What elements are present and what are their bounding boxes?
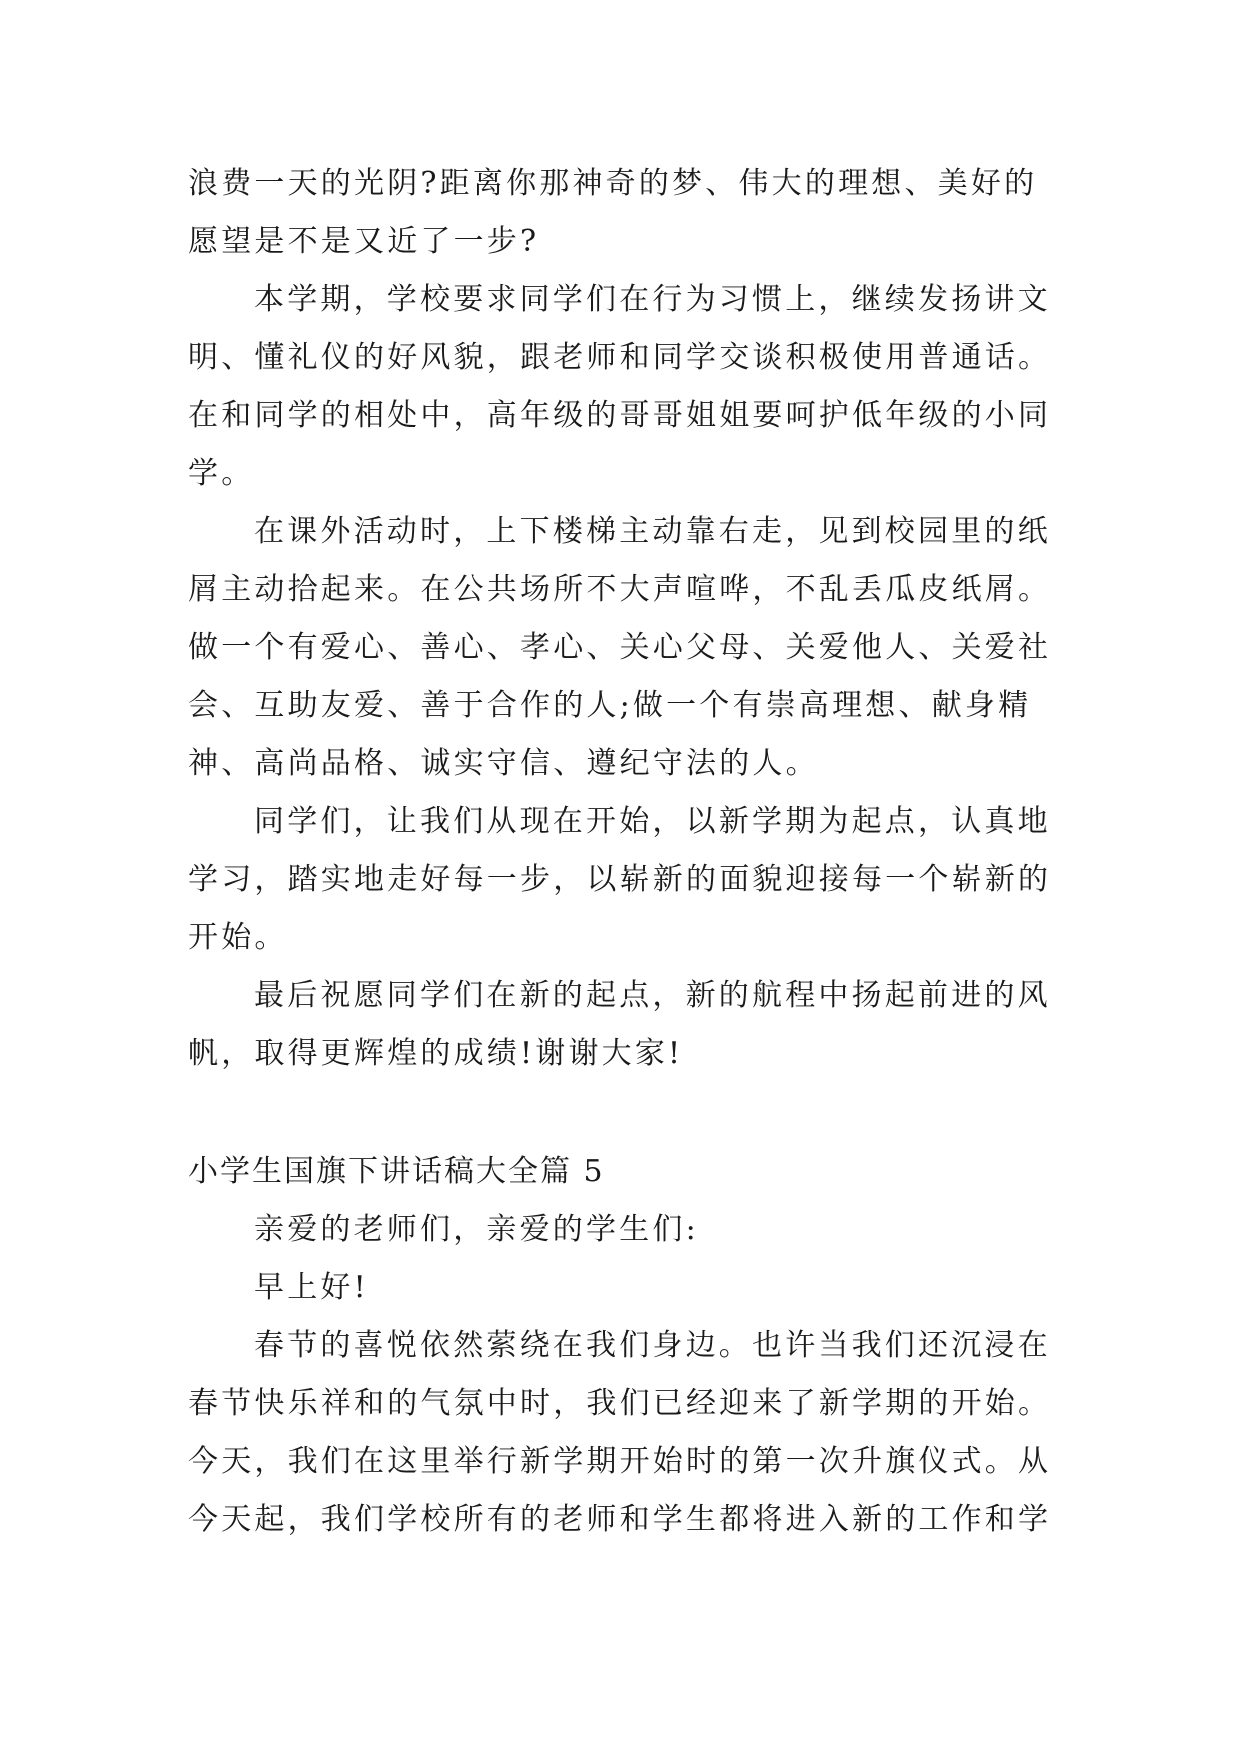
line-text: 同学们，让我们从现在开始，以新学期为起点，认真地 (254, 804, 1051, 839)
line-text: 在课外活动时，上下楼梯主动靠右走，见到校园里的纸 (254, 514, 1051, 549)
paragraph-line (0, 677, 1241, 735)
paragraph-line (0, 619, 1241, 677)
paragraph-line (0, 329, 1241, 387)
line-text: 学。 (188, 456, 255, 491)
line-text: 在和同学的相处中，高年级的哥哥姐姐要呵护低年级的小同 (188, 398, 1052, 433)
paragraph-line (0, 851, 1241, 909)
paragraph-line (0, 271, 1241, 329)
paragraph-line (0, 909, 1241, 967)
line-text: 最后祝愿同学们在新的起点，新的航程中扬起前进的风 (254, 978, 1051, 1013)
line-text: 会、互助友爱、善于合作的人;做一个有崇高理想、献身精 (188, 688, 1032, 723)
paragraph-line (0, 735, 1241, 793)
line-text: 春节快乐祥和的气氛中时，我们已经迎来了新学期的开始。 (188, 1386, 1052, 1421)
line-text: 开始。 (188, 920, 288, 955)
paragraph-line (0, 213, 1241, 271)
paragraph-line (0, 1491, 1241, 1549)
line-text: 帆，取得更辉煌的成绩!谢谢大家! (188, 1036, 684, 1071)
paragraph-line (0, 793, 1241, 851)
line-text: 今天起，我们学校所有的老师和学生都将进入新的工作和学 (188, 1502, 1052, 1537)
paragraph-line (0, 445, 1241, 503)
line-text: 明、懂礼仪的好风貌，跟老师和同学交谈积极使用普通话。 (188, 340, 1052, 375)
section-heading (0, 1143, 1241, 1201)
paragraph-line (0, 561, 1241, 619)
line-text: 今天，我们在这里举行新学期开始时的第一次升旗仪式。从 (188, 1444, 1052, 1479)
line-text: 神、高尚品格、诚实守信、遵纪守法的人。 (188, 746, 819, 781)
paragraph-line (0, 1317, 1241, 1375)
line-text: 亲爱的老师们，亲爱的学生们: (254, 1212, 699, 1247)
paragraph-line (0, 1375, 1241, 1433)
line-text: 学习，踏实地走好每一步，以崭新的面貌迎接每一个崭新的 (188, 862, 1052, 897)
paragraph-line (0, 503, 1241, 561)
paragraph-line (0, 967, 1241, 1025)
greeting-line (0, 1259, 1241, 1317)
line-text: 做一个有爱心、善心、孝心、关心父母、关爱他人、关爱社 (188, 630, 1052, 665)
line-text: 浪费一天的光阴?距离你那神奇的梦、伟大的理想、美好的 (188, 166, 1038, 201)
line-text: 春节的喜悦依然萦绕在我们身边。也许当我们还沉浸在 (254, 1328, 1051, 1363)
paragraph-line (0, 387, 1241, 445)
salutation-line (0, 1201, 1241, 1259)
line-text: 屑主动拾起来。在公共场所不大声喧哗，不乱丢瓜皮纸屑。 (188, 572, 1052, 607)
paragraph-line (0, 155, 1241, 213)
paragraph-line (0, 1025, 1241, 1083)
paragraph-line (0, 1433, 1241, 1491)
line-text: 早上好! (254, 1270, 369, 1305)
line-text: 愿望是不是又近了一步? (188, 224, 540, 259)
heading-text: 小学生国旗下讲话稿大全篇 5 (188, 1154, 605, 1189)
line-text: 本学期，学校要求同学们在行为习惯上，继续发扬讲文 (254, 282, 1051, 317)
